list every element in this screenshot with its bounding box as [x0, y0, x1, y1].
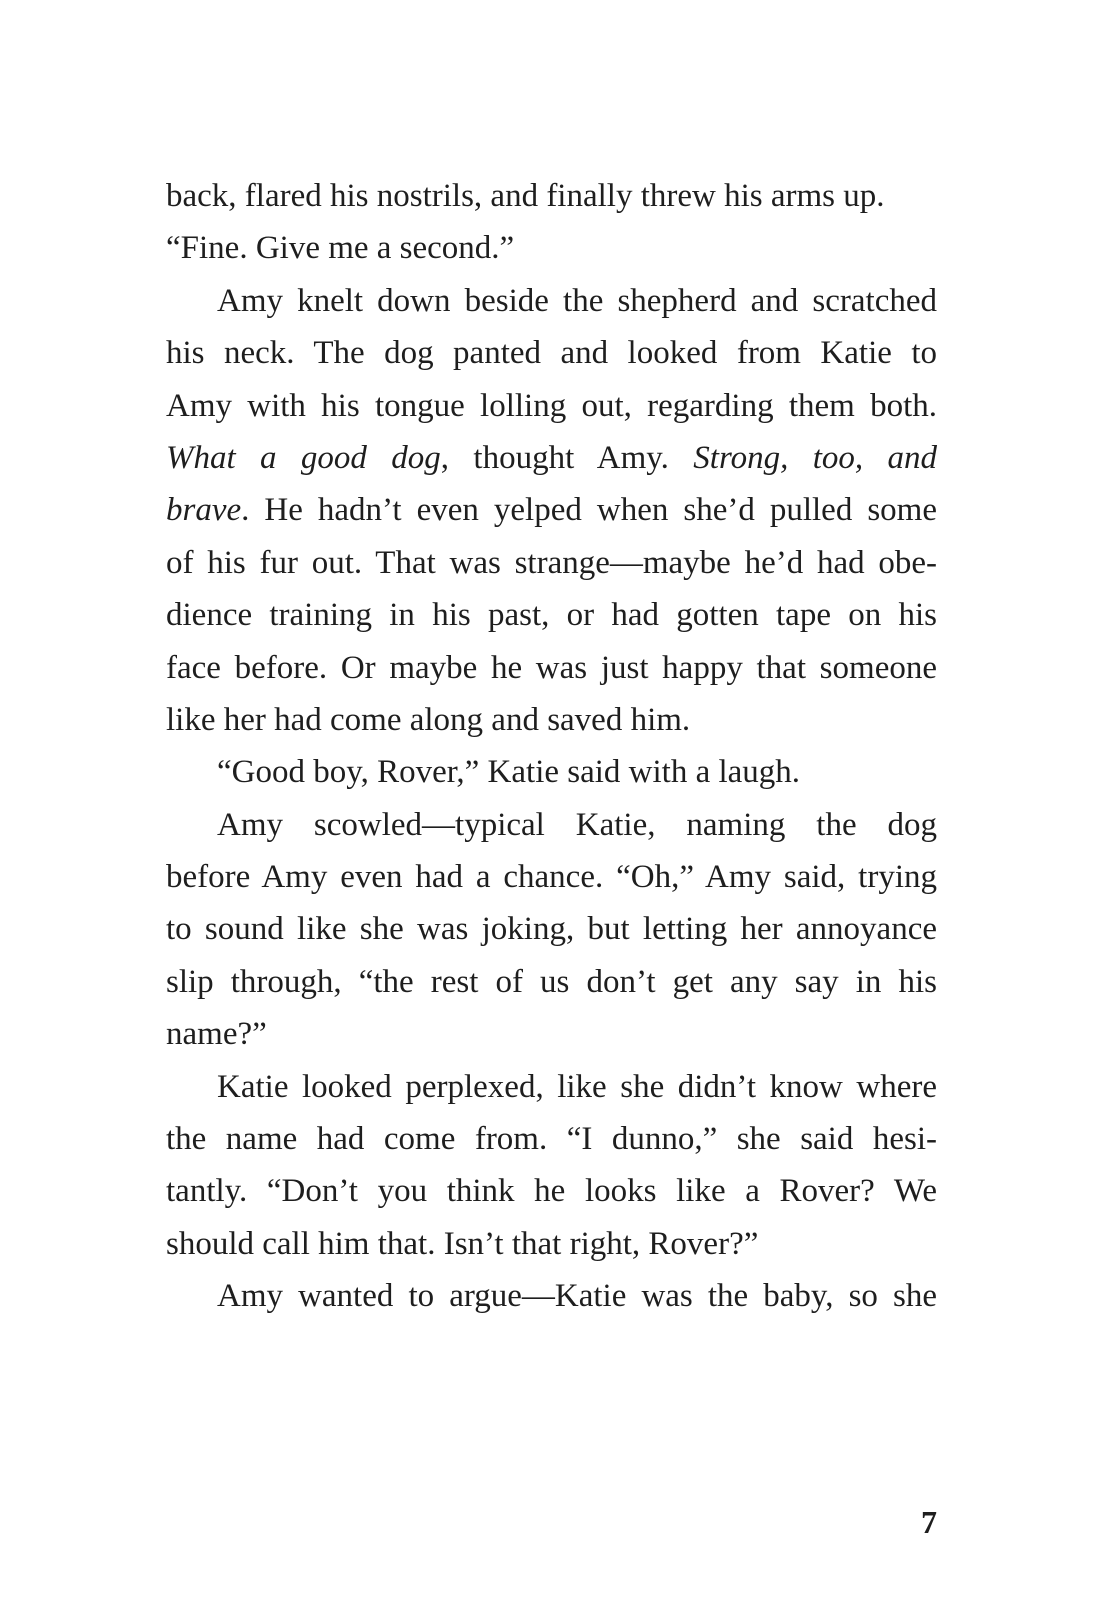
text-line — [166, 484, 937, 536]
text-segment: of his fur out. That was strange—maybe he’d had obe- — [166, 544, 937, 581]
text-line — [166, 1113, 937, 1165]
text-line — [166, 903, 937, 955]
text-line — [166, 694, 937, 746]
text-line — [166, 222, 937, 274]
text-segment: to sound like she was joking, but letting her annoyance — [166, 911, 937, 948]
text-segment: Amy knelt down beside the shepherd and scratched — [217, 282, 937, 319]
text-segment: before Amy even had a chance. “Oh,” Amy said, trying — [166, 859, 937, 896]
text-line — [166, 1270, 937, 1322]
text-line — [166, 799, 937, 851]
text-segment: tantly. “Don’t you think he looks like a Rover? We — [166, 1173, 937, 1210]
text-line — [166, 851, 937, 903]
text-segment-italic: Strong, too, and — [693, 439, 937, 476]
text-segment: should call him that. Isn’t that right, Rover?” — [166, 1225, 759, 1262]
page-number: 7 — [921, 1504, 937, 1540]
text-line — [166, 432, 937, 484]
text-segment: dience training in his past, or had gotten tape on his — [166, 597, 937, 634]
text-line — [166, 170, 937, 222]
text-line — [166, 956, 937, 1008]
text-segment: like her had come along and saved him. — [166, 701, 691, 738]
text-segment: “Fine. Give me a second.” — [166, 230, 515, 267]
text-segment-italic: What a good dog — [166, 439, 441, 476]
text-segment: face before. Or maybe he was just happy that someone — [166, 649, 937, 686]
text-line — [166, 589, 937, 641]
text-segment: Amy wanted to argue—Katie was the baby, so she — [217, 1278, 937, 1315]
text-line — [166, 1008, 937, 1060]
text-segment: back, flared his nostrils, and finally threw his arms up. — [166, 178, 885, 214]
text-line — [166, 642, 937, 694]
page-body — [166, 170, 937, 1323]
text-segment: the name had come from. “I dunno,” she said hesi- — [166, 1121, 937, 1158]
text-line — [166, 1218, 937, 1270]
text-segment: Amy scowled—typical Katie, naming the dog — [217, 806, 937, 843]
text-segment: name?” — [166, 1016, 267, 1053]
text-line — [166, 327, 937, 379]
text-segment-italic: brave — [166, 492, 242, 529]
text-line — [166, 380, 937, 432]
text-line — [166, 537, 937, 589]
text-segment: “Good boy, Rover,” Katie said with a laugh. — [217, 754, 801, 791]
text-line — [166, 1061, 937, 1113]
text-line — [166, 1165, 937, 1217]
text-segment: Katie looked perplexed, like she didn’t know where — [217, 1068, 937, 1105]
text-line — [166, 746, 937, 798]
text-segment: his neck. The dog panted and looked from Katie to — [166, 335, 937, 372]
text-segment: . He hadn’t even yelped when she’d pulled some — [241, 492, 937, 529]
text-segment: , thought Amy. — [440, 439, 694, 476]
text-segment: Amy with his tongue lolling out, regarding them both. — [166, 387, 937, 424]
text-line — [166, 275, 937, 327]
text-segment: slip through, “the rest of us don’t get any say in his — [166, 963, 937, 1000]
